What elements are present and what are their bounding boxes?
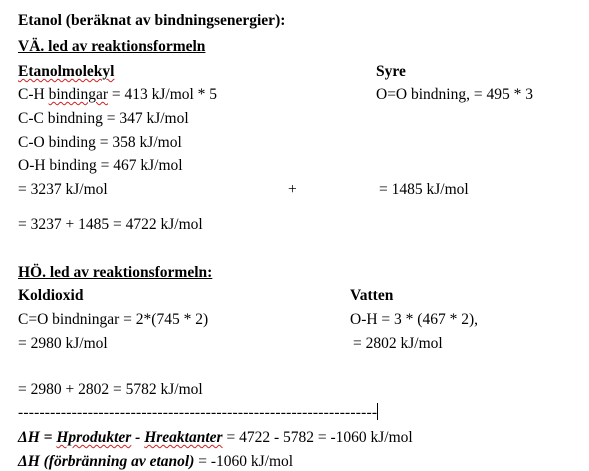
- oxygen-heading: Syre: [376, 63, 406, 80]
- co2-line: C=O bindningar = 2*(745 * 2): [18, 311, 209, 328]
- document-title: Etanol (beräknat av bindningsenergier):: [18, 12, 286, 29]
- co2-heading: Koldioxid: [18, 287, 84, 304]
- plus-sign: +: [288, 181, 297, 198]
- combustion-label: ΔH (förbränning av etanol): [18, 453, 195, 470]
- right-side-sum: = 2980 + 2802 = 5782 kJ/mol: [18, 381, 203, 398]
- delta-h-products: Hprodukter: [56, 429, 132, 446]
- right-side-heading: HÖ. led av reaktionsformeln:: [18, 264, 213, 281]
- oxygen-total: = 1485 kJ/mol: [379, 181, 469, 198]
- water-total: = 2802 kJ/mol: [353, 335, 443, 352]
- delta-h-minus: -: [131, 429, 145, 446]
- ethanol-oh-line: O-H binding = 467 kJ/mol: [18, 157, 183, 174]
- ethanol-ch-line: [18, 86, 217, 104]
- divider-line: [18, 403, 378, 422]
- left-side-sum: = 3237 + 1485 = 4722 kJ/mol: [18, 216, 203, 233]
- delta-h-reactants: Hreaktanter: [144, 429, 223, 446]
- divider-text: -------------------------------------------------------------------: [18, 404, 378, 421]
- delta-h-symbol: ΔH =: [18, 429, 57, 446]
- ethanol-cc-line: C-C bindning = 347 kJ/mol: [18, 110, 189, 127]
- oxygen-oo-line: O=O bindning, = 495 * 3: [376, 86, 533, 103]
- delta-h-line: [18, 429, 413, 447]
- ethanol-total: = 3237 kJ/mol: [18, 181, 108, 198]
- ethanol-heading: [18, 63, 114, 81]
- ch-suffix: = 413 kJ/mol * 5: [107, 86, 218, 103]
- combustion-value: = -1060 kJ/mol: [194, 453, 294, 470]
- ethanol-heading-text: Etanolmolekyl: [18, 63, 115, 80]
- combustion-line: [18, 453, 293, 471]
- delta-h-value: = 4722 - 5782 = -1060 kJ/mol: [222, 429, 413, 446]
- left-side-heading: VÄ. led av reaktionsformeln: [18, 38, 206, 55]
- text-cursor: [377, 403, 378, 420]
- co2-total: = 2980 kJ/mol: [18, 335, 108, 352]
- water-heading: Vatten: [350, 287, 394, 304]
- water-line: O-H = 3 * (467 * 2),: [350, 311, 478, 328]
- ch-prefix: C-H: [18, 86, 49, 103]
- ethanol-co-line: C-O binding = 358 kJ/mol: [18, 134, 182, 151]
- ch-word: bindingar: [48, 86, 108, 103]
